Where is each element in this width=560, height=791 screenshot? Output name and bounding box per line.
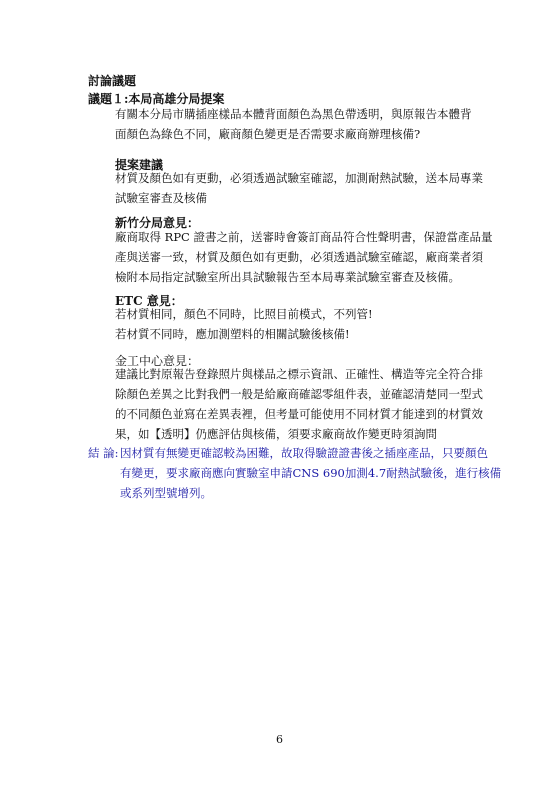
topic-line: 有關本分局市購插座樣品本體背面顏色為黑色帶透明，與原報告本體背 <box>115 107 472 121</box>
conclusion-text <box>120 443 501 503</box>
page-number: 6 <box>276 733 283 746</box>
metal-center-line: 建議比對原報告登錄照片與樣品之標示資訊、正確性、構造等完全符合排 <box>115 367 483 381</box>
hsinchu-line: 廠商取得 RPC 證書之前，送審時會簽訂商品符合性聲明書，保證當產品量 <box>115 230 493 244</box>
hsinchu-line: 產與送審一致，材質及顏色如有更動，必須透過試驗室確認，廠商業者須 <box>115 250 483 264</box>
conclusion-line: 或系列型號增列。 <box>120 486 212 500</box>
proposal-heading: 提案建議 <box>115 158 164 172</box>
topic-heading: 議題１:本局高雄分局提案 <box>88 92 225 106</box>
hsinchu-heading: 新竹分局意見： <box>115 216 200 230</box>
proposal-line: 材質及顏色如有更動，必須透過試驗室確認，加測耐熱試驗，送本局專業 <box>115 171 483 185</box>
etc-line: 若材質相同，顏色不同時，比照目前模式，不列管! <box>115 307 373 321</box>
topic-text <box>115 104 472 144</box>
metal-center-text <box>115 364 483 444</box>
etc-heading: ETC 意見： <box>115 294 183 308</box>
hsinchu-text <box>115 227 493 287</box>
metal-center-line: 除顏色差異之比對我們一般是給廠商確認零組件表，並確認清楚同一型式 <box>115 387 483 401</box>
hsinchu-line: 檢附本局指定試驗室所出具試驗報告至本局專業試驗室審查及核備。 <box>115 270 460 284</box>
proposal-line: 試驗室審查及核備 <box>115 191 207 205</box>
etc-text <box>115 304 373 344</box>
metal-center-line: 的不同顏色並寫在差異表裡，但考量可能使用不同材質才能達到的材質效 <box>115 407 483 421</box>
metal-center-line: 果，如【透明】仍應評估與核備，須要求廠商故作變更時須詢問 <box>115 427 437 441</box>
topic-line: 面顏色為綠色不同，廠商顏色變更是否需要求廠商辦理核備? <box>115 127 421 141</box>
conclusion-line: 有變更，要求廠商應向實驗室申請CNS 690加測4.7耐熱試驗後，進行核備 <box>120 466 502 480</box>
metal-center-heading: 金工中心意見： <box>115 354 200 368</box>
discussion-title: 討論議題 <box>88 74 137 88</box>
etc-line: 若材質不同時，應加測塑料的相關試驗後核備! <box>115 327 350 341</box>
conclusion-label: 結 論: <box>88 446 119 460</box>
conclusion-line: 因材質有無變更確認較為困難，故取得驗證證書後之插座產品，只要顏色 <box>120 446 488 460</box>
proposal-text <box>115 168 483 208</box>
